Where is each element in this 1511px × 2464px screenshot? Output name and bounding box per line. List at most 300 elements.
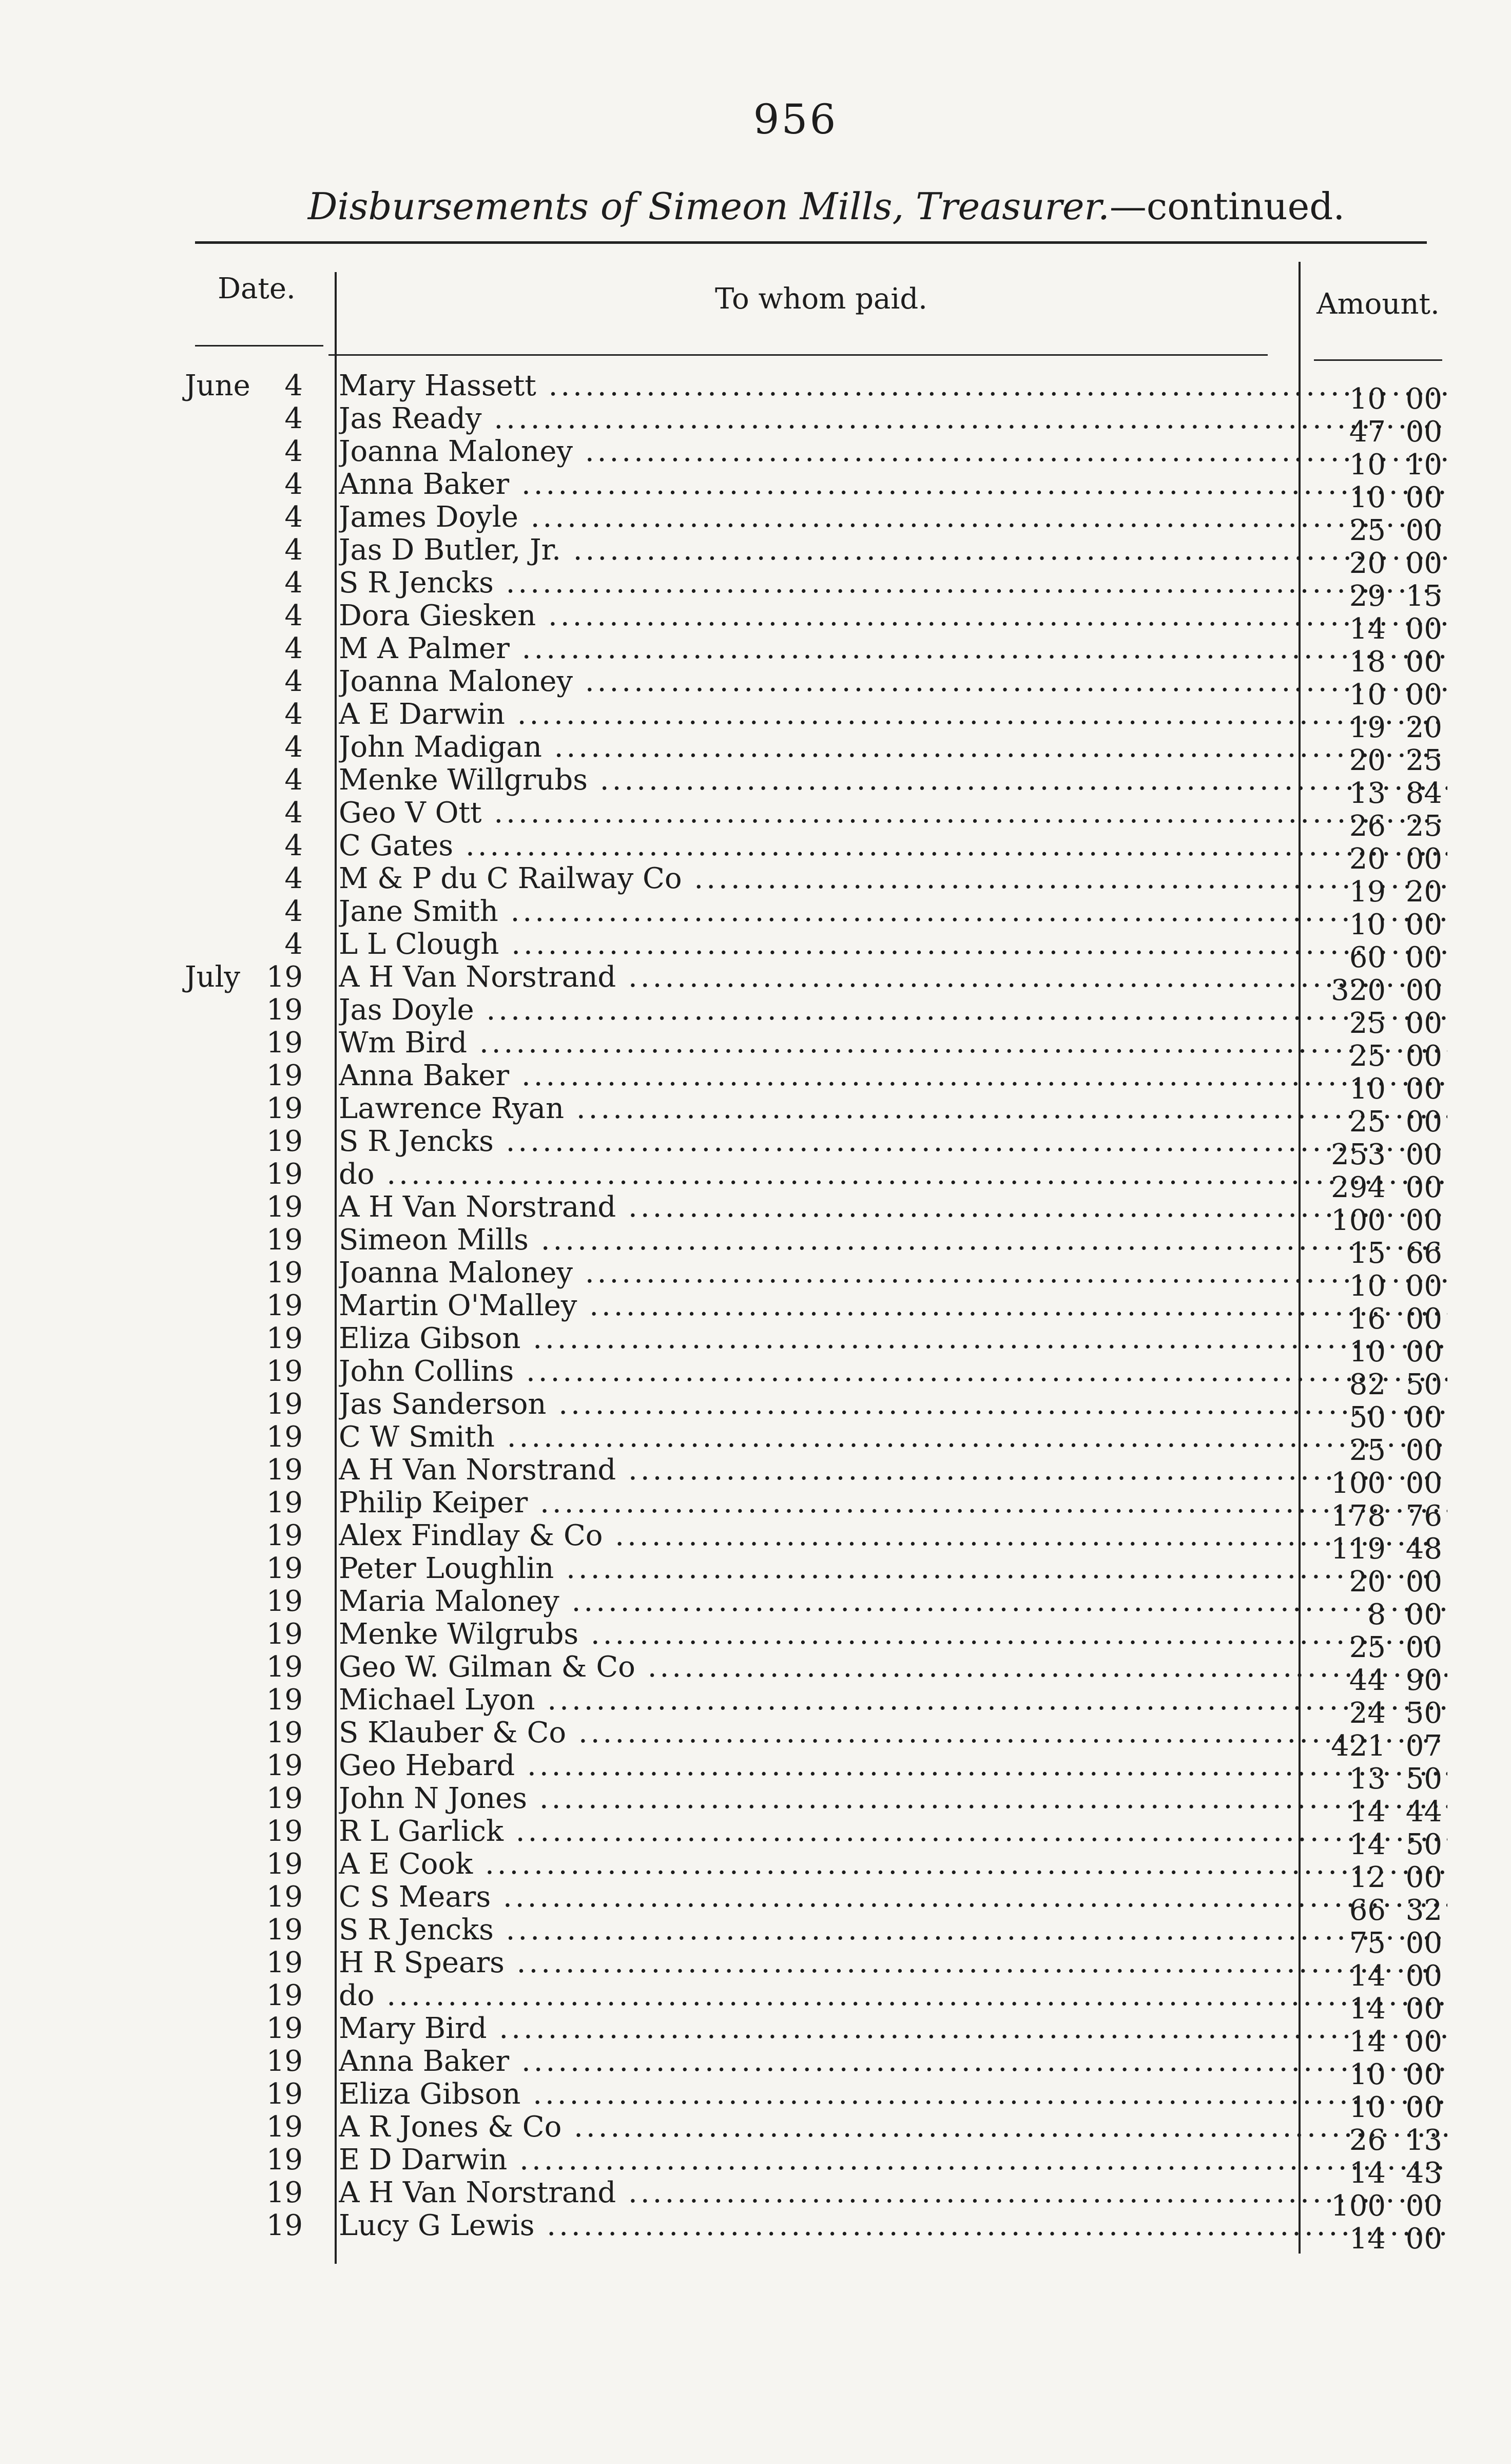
- row-date: [175, 1224, 303, 1257]
- row-payee: A E Cook .....: [339, 1848, 1447, 1881]
- row-dollars: 8: [1367, 1598, 1386, 1631]
- table-row: [175, 1847, 1442, 1894]
- table-row: [175, 1486, 1442, 1533]
- row-cents: 00: [1405, 481, 1442, 514]
- row-day: 19: [266, 1388, 303, 1421]
- row-dollars: 50: [1349, 1401, 1386, 1434]
- row-dollars: 100: [1331, 1467, 1386, 1500]
- table-row: [175, 1453, 1442, 1500]
- row-cents: 15: [1405, 580, 1442, 613]
- row-day: 19: [266, 2110, 303, 2144]
- table-row: [175, 1716, 1442, 1763]
- page-heading: [287, 185, 1365, 228]
- table-row: [175, 1388, 1442, 1434]
- row-day: 19: [266, 1650, 303, 1684]
- table-row: [175, 1519, 1442, 1566]
- row-day: 4: [284, 632, 303, 665]
- row-payee: John Madigan .....: [339, 731, 1447, 764]
- row-amount: [1288, 2223, 1442, 2256]
- row-cents: 00: [1405, 974, 1442, 1007]
- row-date: [175, 1749, 303, 1782]
- row-dollars: 10: [1349, 2058, 1386, 2091]
- row-day: 4: [284, 829, 303, 862]
- row-payee: L L Clough .....: [339, 928, 1447, 961]
- row-day: 19: [266, 1059, 303, 1092]
- table-row: [175, 2110, 1442, 2157]
- row-cents: 20: [1405, 875, 1442, 909]
- row-dollars: 14: [1349, 1828, 1386, 1861]
- table-row: [175, 1946, 1442, 1993]
- row-payee: M & P du C Railway Co .....: [339, 862, 1447, 895]
- row-cents: 00: [1405, 1927, 1442, 1960]
- column-header-payee: To whom paid.: [715, 282, 927, 316]
- row-cents: 66: [1405, 1237, 1442, 1270]
- row-cents: 00: [1405, 678, 1442, 711]
- row-day: 19: [266, 1782, 303, 1815]
- row-payee: C W Smith .....: [339, 1421, 1447, 1454]
- row-day: 4: [284, 468, 303, 501]
- row-payee: M A Palmer .....: [339, 632, 1447, 665]
- row-date: [175, 1848, 303, 1881]
- row-dollars: 10: [1349, 481, 1386, 514]
- header-bottom-rule-date: [195, 345, 323, 346]
- table-row: [175, 993, 1442, 1040]
- row-dollars: 60: [1349, 941, 1386, 974]
- table-row: [175, 1880, 1442, 1927]
- row-date: [175, 830, 303, 862]
- row-payee: Anna Baker .....: [339, 2045, 1447, 2078]
- row-date: [175, 665, 303, 698]
- row-cents: 13: [1405, 2124, 1442, 2157]
- table-row: [175, 468, 1442, 514]
- row-dollars: 19: [1349, 711, 1386, 744]
- row-payee: John Collins .....: [339, 1355, 1447, 1388]
- row-payee: Anna Baker .....: [339, 1060, 1447, 1092]
- table-row: [175, 1190, 1442, 1237]
- row-cents: 00: [1405, 1335, 1442, 1369]
- row-dollars: 25: [1349, 1007, 1386, 1040]
- row-payee: Maria Maloney .....: [339, 1585, 1447, 1618]
- row-payee: Jas D Butler, Jr. .....: [339, 534, 1447, 567]
- row-date: [175, 1618, 303, 1651]
- table-row: [175, 1913, 1442, 1960]
- row-cents: 44: [1405, 1795, 1442, 1828]
- row-dollars: 47: [1349, 415, 1386, 449]
- row-payee: Anna Baker .....: [339, 468, 1447, 501]
- row-cents: 10: [1405, 448, 1442, 482]
- row-date: [175, 1125, 303, 1158]
- row-date: [175, 2012, 303, 2045]
- table-row: [175, 1289, 1442, 1336]
- row-payee: S R Jencks .....: [339, 1914, 1447, 1947]
- column-header-amount: Amount.: [1316, 287, 1440, 321]
- heading-suffix: —continued.: [1109, 185, 1345, 228]
- table-row: [175, 2143, 1442, 2190]
- row-day: 4: [284, 435, 303, 468]
- table-row: [175, 599, 1442, 646]
- row-dollars: 20: [1349, 1565, 1386, 1599]
- row-dollars: 66: [1349, 1894, 1386, 1927]
- row-day: 19: [266, 1913, 303, 1947]
- row-day: 19: [266, 1847, 303, 1881]
- row-cents: 00: [1405, 1565, 1442, 1599]
- row-date: [175, 994, 303, 1027]
- table-row: [175, 1158, 1442, 1204]
- row-cents: 25: [1405, 744, 1442, 777]
- row-dollars: 10: [1349, 448, 1386, 482]
- row-dollars: 20: [1349, 547, 1386, 580]
- table-row: [175, 960, 1442, 1007]
- row-dollars: 100: [1331, 2189, 1386, 2223]
- row-dollars: 421: [1331, 1729, 1386, 1763]
- row-date: [175, 1191, 303, 1224]
- row-day: 19: [266, 1256, 303, 1289]
- row-payee: A H Van Norstrand .....: [339, 2177, 1447, 2209]
- row-payee: Wm Bird .....: [339, 1027, 1447, 1060]
- row-day: 19: [266, 1683, 303, 1717]
- heading-title: Disbursements of Simeon Mills, Treasurer.: [307, 185, 1110, 228]
- row-cents: 00: [1405, 1040, 1442, 1073]
- row-cents: 20: [1405, 711, 1442, 744]
- row-payee: Menke Willgrubs .....: [339, 764, 1447, 797]
- row-dollars: 14: [1349, 612, 1386, 646]
- table-row: [175, 763, 1442, 810]
- row-payee: do .....: [339, 1158, 1447, 1191]
- table-row: [175, 1650, 1442, 1697]
- row-payee: Geo Hebard .....: [339, 1749, 1447, 1782]
- table-row: [175, 1059, 1442, 1106]
- row-date: [175, 2144, 303, 2177]
- row-cents: 00: [1405, 1302, 1442, 1336]
- row-payee: Menke Wilgrubs .....: [339, 1618, 1447, 1651]
- row-dollars: 100: [1331, 1204, 1386, 1237]
- table-row: [175, 862, 1442, 909]
- row-payee: Peter Loughlin .....: [339, 1552, 1447, 1585]
- row-date: [175, 567, 303, 600]
- table-row: [175, 2012, 1442, 2058]
- row-cents: 00: [1405, 941, 1442, 974]
- row-day: 19: [266, 1519, 303, 1552]
- row-day: 4: [284, 796, 303, 830]
- row-cents: 00: [1405, 1631, 1442, 1664]
- row-date: [175, 1552, 303, 1585]
- row-dollars: 25: [1349, 1434, 1386, 1467]
- row-date: [175, 534, 303, 567]
- row-payee: Jas Ready .....: [339, 402, 1447, 435]
- row-day: 19: [266, 1125, 303, 1158]
- row-date: [175, 1717, 303, 1749]
- row-dollars: 10: [1349, 908, 1386, 941]
- row-cents: 00: [1405, 2025, 1442, 2058]
- table-row: [175, 1256, 1442, 1303]
- table-row: [175, 928, 1442, 974]
- row-dollars: 320: [1331, 974, 1386, 1007]
- row-day: 19: [266, 2143, 303, 2177]
- row-cents: 00: [1405, 382, 1442, 416]
- row-payee: Simeon Mills .....: [339, 1224, 1447, 1257]
- table-row: [175, 500, 1442, 547]
- page-number: 956: [753, 95, 838, 143]
- row-dollars: 19: [1349, 875, 1386, 909]
- row-day: 4: [284, 698, 303, 731]
- row-dollars: 10: [1349, 2091, 1386, 2124]
- row-dollars: 75: [1349, 1927, 1386, 1960]
- row-date: [175, 1684, 303, 1717]
- row-date: [175, 1027, 303, 1060]
- row-day: 19: [266, 1618, 303, 1651]
- row-cents: 50: [1405, 1762, 1442, 1796]
- row-date: [175, 468, 303, 501]
- row-cents: 00: [1405, 1269, 1442, 1303]
- row-payee: Joanna Maloney .....: [339, 435, 1447, 468]
- row-dollars: 10: [1349, 382, 1386, 416]
- table-row: [175, 369, 1442, 416]
- row-dollars: 253: [1331, 1138, 1386, 1171]
- row-day: 19: [266, 1223, 303, 1257]
- table-row: [175, 730, 1442, 777]
- row-payee: H R Spears .....: [339, 1947, 1447, 1979]
- row-payee: Joanna Maloney .....: [339, 1257, 1447, 1289]
- row-day: 4: [284, 566, 303, 600]
- table-row: [175, 1683, 1442, 1730]
- row-cents: 07: [1405, 1729, 1442, 1763]
- row-date: [175, 1092, 303, 1125]
- row-payee: John N Jones .....: [339, 1782, 1447, 1815]
- row-cents: 00: [1405, 1007, 1442, 1040]
- row-day: 4: [284, 599, 303, 632]
- row-payee: Dora Giesken .....: [339, 600, 1447, 632]
- row-dollars: 24: [1349, 1697, 1386, 1730]
- row-dollars: 294: [1331, 1171, 1386, 1204]
- row-cents: 00: [1405, 908, 1442, 941]
- row-cents: 50: [1405, 1697, 1442, 1730]
- row-dollars: 44: [1349, 1664, 1386, 1697]
- row-payee: Alex Findlay & Co .....: [339, 1519, 1447, 1552]
- row-day: 4: [284, 533, 303, 567]
- row-date: [175, 2078, 303, 2111]
- table-row: [175, 829, 1442, 876]
- row-cents: 00: [1405, 1105, 1442, 1139]
- row-payee: A R Jones & Co .....: [339, 2111, 1447, 2144]
- row-cents: 00: [1405, 1171, 1442, 1204]
- row-date: [175, 1585, 303, 1618]
- row-day: 19: [266, 2077, 303, 2111]
- row-payee: C Gates .....: [339, 830, 1447, 862]
- table-row: [175, 1552, 1442, 1599]
- row-dollars: 82: [1349, 1368, 1386, 1401]
- row-cents: 00: [1405, 1467, 1442, 1500]
- row-date: [175, 1454, 303, 1487]
- row-payee: A H Van Norstrand .....: [339, 1454, 1447, 1487]
- row-cents: 00: [1405, 1598, 1442, 1631]
- row-date: [175, 1914, 303, 1947]
- row-dollars: 25: [1349, 1631, 1386, 1664]
- row-day: 19: [266, 993, 303, 1027]
- row-payee: Michael Lyon .....: [339, 1684, 1447, 1717]
- row-day: 19: [266, 1420, 303, 1454]
- row-cents: 76: [1405, 1499, 1442, 1533]
- row-cents: 00: [1405, 1072, 1442, 1106]
- table-row: [175, 1026, 1442, 1073]
- row-date: [175, 698, 303, 731]
- row-date: [175, 928, 303, 961]
- row-payee: E D Darwin .....: [339, 2144, 1447, 2177]
- row-day: 19: [266, 1979, 303, 2012]
- row-day: 19: [266, 1946, 303, 1979]
- row-payee: Lawrence Ryan .....: [339, 1092, 1447, 1125]
- row-date: [175, 1388, 303, 1421]
- row-date: [175, 1355, 303, 1388]
- table-row: [175, 566, 1442, 613]
- row-cents: 84: [1405, 777, 1442, 810]
- row-cents: 00: [1405, 842, 1442, 876]
- row-dollars: 10: [1349, 678, 1386, 711]
- row-cents: 00: [1405, 1401, 1442, 1434]
- row-payee: S Klauber & Co .....: [339, 1717, 1447, 1749]
- row-day: 19: [266, 1815, 303, 1848]
- row-cents: 90: [1405, 1664, 1442, 1697]
- row-cents: 00: [1405, 1861, 1442, 1894]
- row-date: [175, 1421, 303, 1454]
- row-dollars: 18: [1349, 645, 1386, 679]
- table-row: [175, 1618, 1442, 1664]
- row-cents: 00: [1405, 645, 1442, 679]
- row-date: [175, 1979, 303, 2012]
- row-day: 19: [266, 1552, 303, 1585]
- row-dollars: 13: [1349, 1762, 1386, 1796]
- row-cents: 32: [1405, 1894, 1442, 1927]
- row-day: 4: [284, 369, 303, 402]
- table-row: [175, 796, 1442, 843]
- table-row: [175, 665, 1442, 711]
- row-dollars: 14: [1349, 1795, 1386, 1828]
- row-month: June: [185, 369, 250, 402]
- row-day: 19: [266, 1585, 303, 1618]
- row-month: July: [185, 960, 241, 994]
- row-dollars: 178: [1331, 1499, 1386, 1533]
- row-payee: Geo W. Gilman & Co .....: [339, 1651, 1447, 1684]
- row-date: [175, 1487, 303, 1519]
- row-day: 19: [266, 1749, 303, 1782]
- row-date: [175, 632, 303, 665]
- row-day: 19: [266, 1158, 303, 1191]
- row-date: [175, 600, 303, 632]
- row-cents: 00: [1405, 2189, 1442, 2223]
- row-dollars: 16: [1349, 1302, 1386, 1336]
- row-cents: 00: [1405, 1434, 1442, 1467]
- row-cents: 00: [1405, 514, 1442, 547]
- row-dollars: 20: [1349, 842, 1386, 876]
- table-row: [175, 402, 1442, 449]
- row-payee: Mary Bird .....: [339, 2012, 1447, 2045]
- row-date: [175, 370, 303, 402]
- row-payee: do .....: [339, 1979, 1447, 2012]
- table-top-rule: [195, 241, 1427, 244]
- row-cents: 00: [1405, 1992, 1442, 2026]
- row-date: [175, 1782, 303, 1815]
- row-payee: Mary Hassett .....: [339, 370, 1447, 402]
- row-payee: Jane Smith .....: [339, 895, 1447, 928]
- row-payee: A H Van Norstrand .....: [339, 961, 1447, 994]
- row-dollars: 14: [1349, 2157, 1386, 2190]
- row-date: [175, 1158, 303, 1191]
- row-cents: 48: [1405, 1532, 1442, 1566]
- row-date: [175, 1322, 303, 1355]
- row-day: 19: [266, 1289, 303, 1322]
- table-row: [175, 533, 1442, 580]
- row-payee: S R Jencks .....: [339, 1125, 1447, 1158]
- row-payee: Geo V Ott .....: [339, 797, 1447, 830]
- row-date: [175, 1815, 303, 1848]
- row-date: [175, 1060, 303, 1092]
- table-row: [175, 1782, 1442, 1828]
- row-dollars: 25: [1349, 514, 1386, 547]
- row-dollars: 10: [1349, 1269, 1386, 1303]
- table-row: [175, 632, 1442, 679]
- table-row: [175, 1979, 1442, 2026]
- row-dollars: 29: [1349, 580, 1386, 613]
- table-row: [175, 2209, 1442, 2256]
- row-dollars: 15: [1349, 1237, 1386, 1270]
- table-row: [175, 1322, 1442, 1369]
- row-date: [175, 1881, 303, 1914]
- row-day: 19: [266, 1322, 303, 1355]
- row-dollars: 10: [1349, 1072, 1386, 1106]
- row-date: [175, 1651, 303, 1684]
- row-cents: 00: [1405, 2091, 1442, 2124]
- row-day: 4: [284, 928, 303, 961]
- row-cents: 43: [1405, 2157, 1442, 2190]
- row-dollars: 26: [1349, 810, 1386, 843]
- row-date: [175, 1519, 303, 1552]
- row-date: [175, 1257, 303, 1289]
- row-cents: 00: [1405, 612, 1442, 646]
- row-dollars: 25: [1349, 1105, 1386, 1139]
- row-date: [175, 961, 303, 994]
- row-day: 19: [266, 960, 303, 994]
- row-day: 19: [266, 1486, 303, 1519]
- row-payee: Jas Doyle .....: [339, 994, 1447, 1027]
- row-day: 4: [284, 763, 303, 797]
- row-dollars: 26: [1349, 2124, 1386, 2157]
- row-date: [175, 2045, 303, 2078]
- row-cents: 00: [1405, 2058, 1442, 2091]
- row-date: [175, 731, 303, 764]
- row-day: 19: [266, 2012, 303, 2045]
- row-day: 19: [266, 1453, 303, 1487]
- row-payee: Jas Sanderson .....: [339, 1388, 1447, 1421]
- row-day: 19: [266, 2176, 303, 2209]
- table-row: [175, 1585, 1442, 1631]
- row-date: [175, 2209, 303, 2242]
- table-row: [175, 1815, 1442, 1861]
- row-payee: Eliza Gibson .....: [339, 2078, 1447, 2111]
- table-row: [175, 2045, 1442, 2091]
- row-dollars: 12: [1349, 1861, 1386, 1894]
- row-day: 4: [284, 500, 303, 534]
- row-dollars: 14: [1349, 1992, 1386, 2026]
- table-row: [175, 2077, 1442, 2124]
- row-cents: 00: [1405, 1959, 1442, 1993]
- row-day: 19: [266, 1716, 303, 1749]
- row-date: [175, 501, 303, 534]
- row-payee: A E Darwin .....: [339, 698, 1447, 731]
- row-date: [175, 402, 303, 435]
- row-cents: 50: [1405, 1368, 1442, 1401]
- header-bottom-rule-amount: [1314, 359, 1442, 361]
- header-bottom-rule-payee: [328, 354, 1268, 356]
- row-date: [175, 435, 303, 468]
